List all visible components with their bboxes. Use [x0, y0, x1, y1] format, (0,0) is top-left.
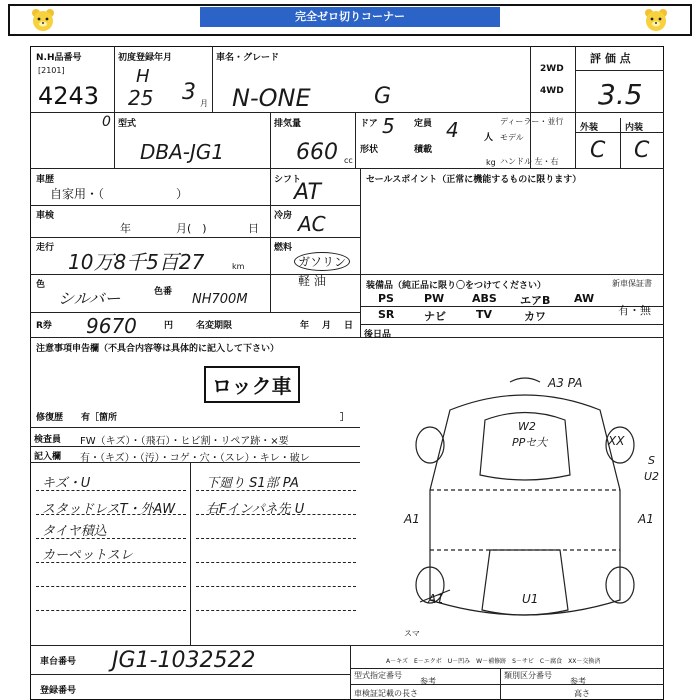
equipment-item: カワ [524, 310, 546, 323]
diagram-label: XX [608, 434, 625, 448]
diagram-label: A1 [404, 512, 420, 526]
exterior-label: 外装 [580, 123, 599, 133]
shape-label: 形状 [360, 145, 379, 155]
spec-bottom-2: 高さ [574, 689, 590, 698]
ac: AC [298, 212, 326, 236]
equipment-item: PW [424, 292, 445, 305]
model-label: 型式 [118, 119, 137, 129]
equipment-item: ナビ [424, 310, 446, 323]
doors-label: ドア [360, 119, 378, 129]
equipment-item: SR [378, 308, 395, 321]
remark-line: 下廻り S1部 PA [206, 476, 299, 491]
remark-line: 右Fインパネ先 U [206, 502, 305, 517]
inspection-month: 月( ) [176, 222, 207, 235]
fuel-label: 燃料 [274, 243, 293, 253]
displacement-unit: cc [344, 156, 353, 165]
recycle-label: R券 [36, 321, 52, 331]
inspector-marks: FW（キズ）・（飛石）・ヒビ割・リペア跡・×要 [80, 436, 289, 447]
usage-label: 車歴 [36, 175, 55, 185]
entry-marks: 有・（キズ）・（汚）・コゲ・穴・（スレ）・キレ・破レ [80, 453, 310, 464]
recycle-unit: 円 [164, 321, 174, 331]
after-label: 後日品 [364, 330, 392, 340]
notes-label: 注意事項申告欄（不具合内容等は具体的に記入して下さい） [36, 344, 280, 354]
diagram-label: W2 [518, 420, 536, 433]
lot-sub: 0 [102, 114, 111, 130]
equipment-label: 装備品（純正品に限り〇をつけてください） [366, 281, 547, 291]
name-change-month: 月 [322, 321, 332, 331]
handle-label: ハンドル 左・右 [500, 157, 559, 166]
remark-line: タイヤ積込 [42, 524, 107, 539]
chassis-label: 車台番号 [40, 657, 77, 667]
color-no: NH700M [192, 292, 248, 307]
color-label: 色 [36, 280, 46, 290]
capacity-unit: 人 [484, 133, 494, 143]
first-reg-label: 初度登録年月 [118, 53, 173, 63]
drive-4wd: 4WD [540, 86, 564, 96]
mileage: 10万8千5百27 [68, 250, 205, 274]
era: H [136, 66, 150, 87]
rating-label: 評 価 点 [590, 52, 631, 65]
registration-label: 登録番号 [40, 686, 77, 696]
year: 25 [128, 86, 154, 110]
displacement-label: 排気量 [274, 119, 302, 129]
name-change-day: 日 [344, 321, 354, 331]
lot-label: N.H品番号 [36, 53, 82, 63]
loading-label: 積載 [414, 145, 433, 155]
drive-2wd: 2WD [540, 64, 564, 74]
fuel-gasoline: ガソリン [294, 252, 350, 271]
color: シルバー [58, 289, 121, 308]
month: 3 [182, 80, 196, 105]
diagram-label: S [648, 454, 655, 467]
equipment-item: PS [378, 292, 394, 305]
remark-line: カーペットスレ [42, 548, 133, 563]
inspection-label: 車検 [36, 211, 55, 221]
mileage-label: 走行 [36, 243, 55, 253]
spec-bottom: 車検証記載の長さ [354, 689, 418, 698]
interior-grade: C [634, 138, 650, 163]
usage: 自家用・（ ） [50, 187, 189, 201]
ac-label: 冷房 [274, 211, 293, 221]
inspector-label: 検査員 [34, 435, 62, 445]
mileage-unit: km [232, 262, 245, 271]
diagram-label: スマ [404, 629, 420, 638]
lot-number: 4243 [38, 82, 100, 110]
remark-line: キズ・U [42, 476, 91, 491]
capacity: 4 [446, 118, 459, 142]
equipment-item: AW [574, 292, 595, 305]
new-warranty: 有・無 [618, 304, 651, 317]
entry-label: 記入欄 [34, 452, 62, 462]
car-name-label: 車名・グレード [216, 53, 280, 63]
notes-stamp: ロック車 [204, 366, 300, 403]
equipment-item: ABS [472, 292, 497, 305]
category-sub: 参考 [570, 677, 586, 686]
grade: G [374, 84, 392, 109]
diagram-label: A3 PA [548, 376, 583, 390]
spec-sub: 参考 [420, 677, 436, 686]
repair-label: 修復歴 有［箇所 [36, 413, 118, 423]
diagram-label: A1 [428, 592, 444, 606]
repair-close: ］ [340, 413, 350, 423]
new-warranty-label: 新車保証書 [612, 279, 652, 288]
car-name: N-ONE [232, 84, 311, 112]
equipment-item: TV [476, 308, 493, 321]
loading-unit: kg [486, 158, 496, 167]
chassis-number: JG1-1032522 [112, 648, 256, 673]
recycle: 9670 [86, 314, 137, 338]
doors: 5 [382, 114, 395, 138]
displacement: 660 [296, 140, 338, 165]
sales-point-label: セールスポイント（正常に機能するものに限ります） [366, 175, 582, 185]
model: DBA-JG1 [140, 140, 225, 164]
dealer-label: ディーラー・並行 [500, 117, 564, 126]
damage-legend: A－キズ E－エクボ U－凹み W－補修跡 S－サビ C－腐食 XX－交換済 [386, 658, 601, 665]
model-mark-label: モデル [500, 133, 524, 142]
month-unit: 月 [200, 99, 208, 108]
capacity-label: 定員 [414, 119, 433, 129]
inspection-year: 年 [120, 222, 131, 235]
inspection-day: 日 [248, 222, 259, 235]
diagram-label: PPセ大 [512, 436, 548, 449]
diagram-label: U2 [644, 470, 660, 483]
diagram-label: U1 [522, 592, 539, 606]
color-no-label: 色番 [154, 287, 173, 297]
lot-code: [2101] [38, 66, 65, 75]
exterior-grade: C [590, 138, 606, 163]
header-title: 完全ゼロ切りコーナー [200, 7, 500, 27]
category-label: 類別区分番号 [504, 671, 552, 680]
shift-label: シフト [274, 175, 302, 185]
bear-mascot-icon [643, 7, 669, 33]
bear-mascot-icon [30, 7, 56, 33]
rating: 3.5 [598, 78, 643, 111]
name-change-year: 年 [300, 321, 310, 331]
equipment-item: エアB [520, 294, 551, 307]
interior-label: 内装 [625, 123, 644, 133]
remark-line: スタッドレスT・外AW [42, 502, 176, 517]
fuel-diesel: 軽 油 [298, 274, 326, 288]
wheel-front-left [416, 427, 444, 463]
shift: AT [294, 180, 321, 205]
diagram-label: A1 [638, 512, 654, 526]
name-change-label: 名変期限 [196, 321, 233, 331]
spec-label: 型式指定番号 [354, 671, 402, 680]
